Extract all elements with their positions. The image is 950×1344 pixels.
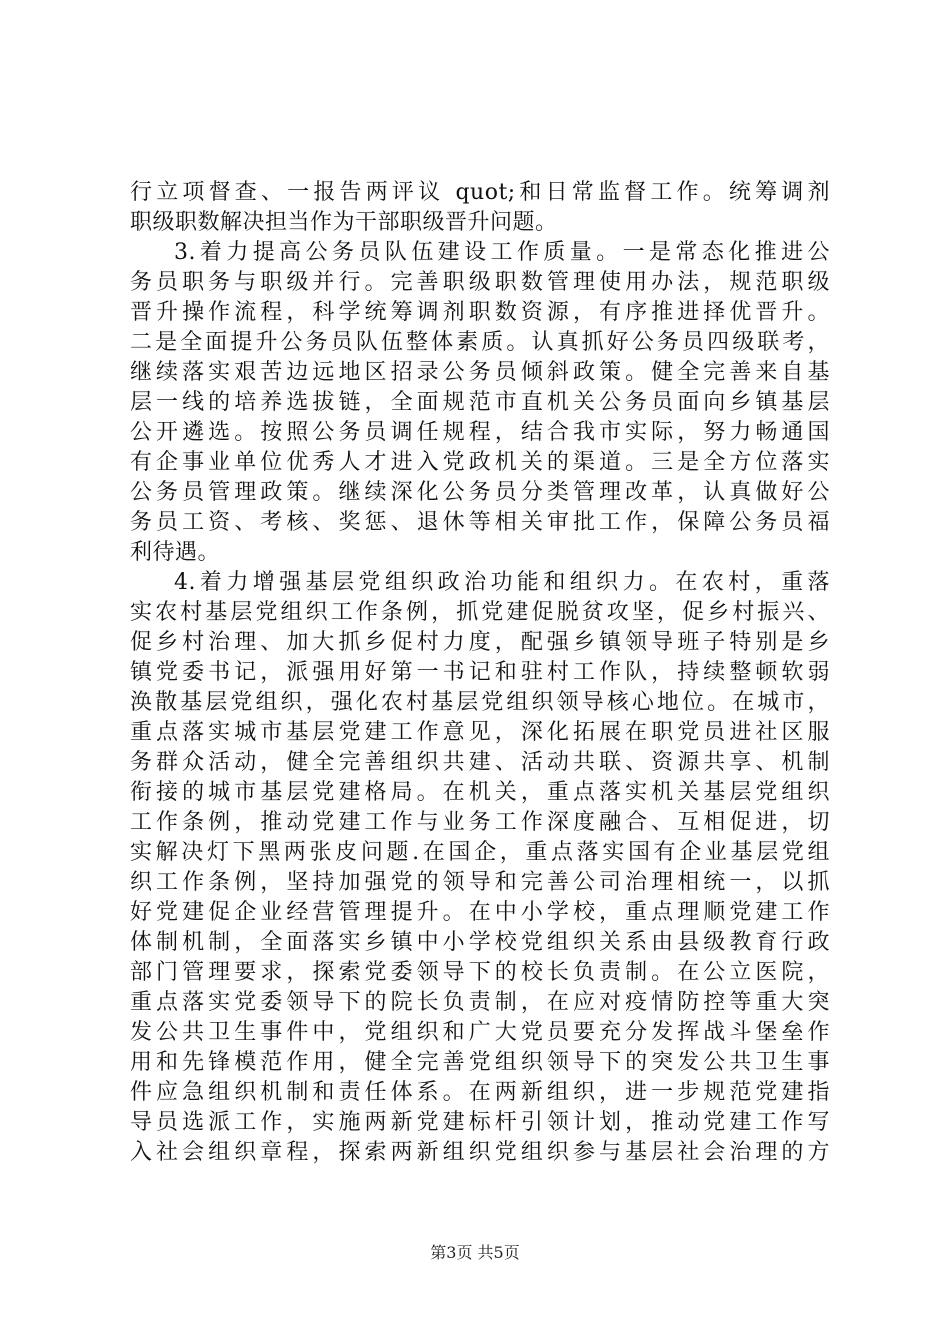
text-line: 好党建促企业经营管理提升。在中小学校，重点理顺党建工作 [130, 900, 830, 925]
text-line: 3.着力提高公务员队伍建设工作质量。一是常态化推进公 [174, 240, 830, 265]
text-line: 务员职务与职级并行。完善职级职数管理使用办法，规范职级 [130, 270, 830, 295]
text-line: 部门管理要求，探索党委领导下的校长负责制。在公立医院， [130, 960, 830, 985]
text-line: 行立项督查、一报告两评议 quot;和日常监督工作。统筹调剂 [130, 180, 830, 205]
text-line: 衔接的城市基层党建格局。在机关，重点落实机关基层党组织 [130, 780, 830, 805]
text-line: 实解决灯下黑两张皮问题.在国企，重点落实国有企业基层党组 [130, 840, 830, 865]
text-line: 发公共卫生事件中，党组织和广大党员要充分发挥战斗堡垒作 [130, 1020, 830, 1045]
text-line: 体制机制，全面落实乡镇中小学校党组织关系由县级教育行政 [130, 930, 830, 955]
text-line: 重点落实城市基层党建工作意见，深化拓展在职党员进社区服 [130, 720, 830, 745]
text-line: 利待遇。 [130, 540, 221, 565]
text-line: 入社会组织章程，探索两新组织党组织参与基层社会治理的方 [130, 1140, 830, 1165]
text-line: 用和先锋模范作用，健全完善党组织领导下的突发公共卫生事 [130, 1050, 830, 1075]
text-line: 织工作条例，坚持加强党的领导和完善公司治理相统一，以抓 [130, 870, 830, 895]
text-line: 导员选派工作，实施两新党建标杆引领计划，推动党建工作写 [130, 1110, 830, 1135]
text-line: 公务员管理政策。继续深化公务员分类管理改革，认真做好公 [130, 480, 830, 505]
text-line: 工作条例，推动党建工作与业务工作深度融合、互相促进，切 [130, 810, 830, 835]
text-line: 镇党委书记，派强用好第一书记和驻村工作队，持续整顿软弱 [130, 660, 830, 685]
text-line: 有企事业单位优秀人才进入党政机关的渠道。三是全方位落实 [130, 450, 830, 475]
text-line: 职级职数解决担当作为干部职级晋升问题。 [130, 210, 558, 235]
text-line: 实农村基层党组织工作条例，抓党建促脱贫攻坚，促乡村振兴、 [130, 600, 830, 625]
text-line: 二是全面提升公务员队伍整体素质。认真抓好公务员四级联考， [130, 330, 830, 355]
text-line: 涣散基层党组织，强化农村基层党组织领导核心地位。在城市， [130, 690, 830, 715]
text-line: 务员工资、考核、奖惩、退休等相关审批工作，保障公务员福 [130, 510, 830, 535]
text-line: 务群众活动，健全完善组织共建、活动共联、资源共享、机制 [130, 750, 830, 775]
page-footer: 第3页 共5页 [430, 1243, 520, 1262]
text-line: 公开遴选。按照公务员调任规程，结合我市实际，努力畅通国 [130, 420, 830, 445]
text-line: 晋升操作流程，科学统筹调剂职数资源，有序推进择优晋升。 [130, 300, 830, 325]
body-text [130, 178, 830, 1168]
text-line: 件应急组织机制和责任体系。在两新组织，进一步规范党建指 [130, 1080, 830, 1105]
text-line: 层一线的培养选拔链，全面规范市直机关公务员面向乡镇基层 [130, 390, 830, 415]
text-line: 4.着力增强基层党组织政治功能和组织力。在农村，重落 [174, 570, 830, 595]
text-line: 重点落实党委领导下的院长负责制，在应对疫情防控等重大突 [130, 990, 830, 1015]
text-line: 促乡村治理、加大抓乡促村力度，配强乡镇领导班子特别是乡 [130, 630, 830, 655]
text-line: 继续落实艰苦边远地区招录公务员倾斜政策。健全完善来自基 [130, 360, 830, 385]
